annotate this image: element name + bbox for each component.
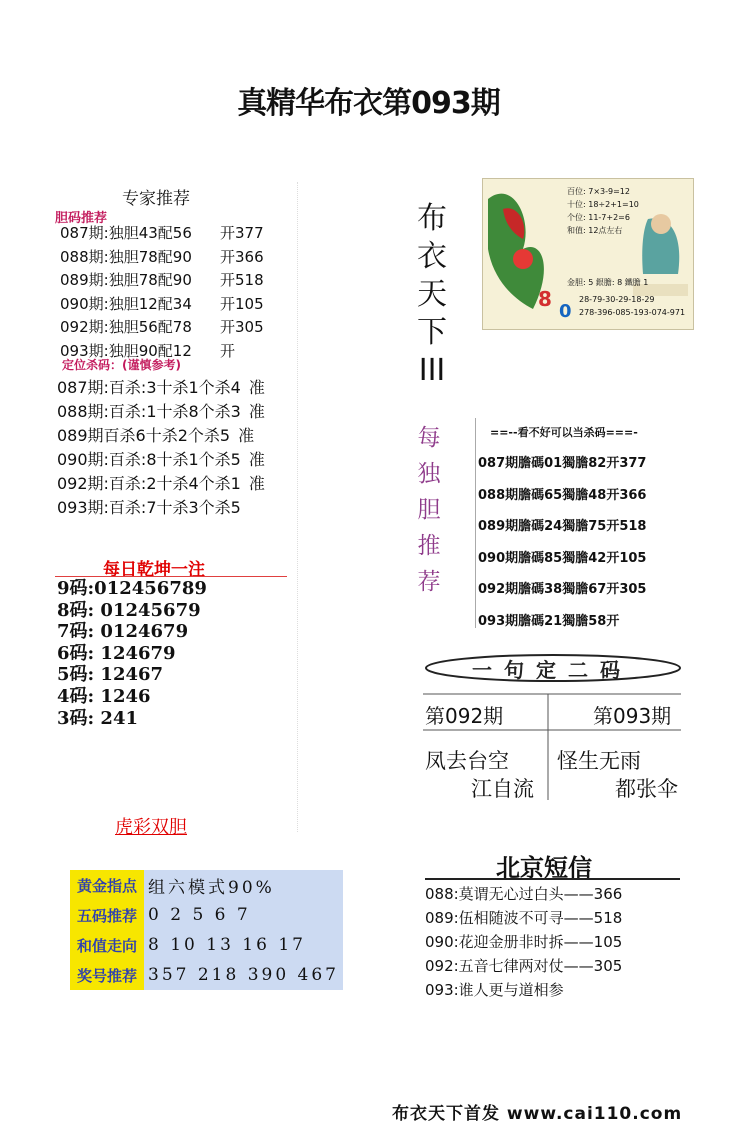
gold-table-wrap xyxy=(70,870,343,990)
yiju-heading: 一句定二码 xyxy=(472,658,632,682)
danma-text: 独胆90配12 xyxy=(108,341,192,360)
picture-num-line: 28-79-30-29-18-29 xyxy=(579,295,655,304)
code-line: 4码: 1246 xyxy=(57,685,151,707)
dan-row: 092期膽碼38獨膽67开305 xyxy=(478,582,647,597)
footer-text: 布衣天下首发 www.cai110.com xyxy=(392,1104,683,1124)
gold-label: 奖号推荐 xyxy=(70,960,144,990)
yiju-right-text1: 怪生无雨 xyxy=(557,749,641,773)
yiju-box xyxy=(423,650,681,800)
gold-value: 8 10 13 16 17 xyxy=(144,930,343,960)
danma-issue: 088期: xyxy=(60,247,109,266)
vertical-title-char: 下 xyxy=(417,315,447,350)
kill-row xyxy=(57,375,265,398)
beijing-heading: 北京短信 xyxy=(496,854,592,882)
dan-heading: ==--看不好可以当杀码===- xyxy=(490,426,638,439)
danma-row xyxy=(60,222,264,243)
dan-row: 093期膽碼21獨膽58开 xyxy=(478,613,620,629)
picture-nums xyxy=(579,293,685,319)
gold-table xyxy=(70,870,343,990)
kill-row xyxy=(57,399,265,422)
vertical-title-char: III xyxy=(418,353,446,388)
danma-row xyxy=(60,246,264,267)
kill-row xyxy=(57,471,265,494)
danma-row xyxy=(60,316,264,337)
gold-row xyxy=(70,870,343,900)
beijing-underline xyxy=(425,878,680,880)
divider xyxy=(297,182,299,832)
picture-formulas xyxy=(567,185,639,237)
expert-heading: 专家推荐 xyxy=(122,189,190,209)
gold-label: 黄金指点 xyxy=(70,870,144,900)
kill-text: 089期百杀6十杀2个杀5 xyxy=(57,426,231,445)
kill-mark: 准 xyxy=(248,378,265,397)
kill-text: 090期:百杀:8十杀1个杀5 xyxy=(57,450,241,469)
daily-codes xyxy=(57,578,207,729)
danma-open: 开105 xyxy=(220,294,264,313)
beijing-row: 093:谁人更与道相参 xyxy=(425,981,564,999)
gold-row xyxy=(70,960,343,990)
picture-big-8: 8 xyxy=(538,287,552,311)
yiju-right-text2: 都张伞 xyxy=(615,777,678,801)
picture-line: 个位: 11-7+2=6 xyxy=(567,213,630,222)
gold-value: 357 218 390 467 xyxy=(144,960,343,990)
code-line: 5码: 12467 xyxy=(57,664,164,686)
gold-value: 0 2 5 6 7 xyxy=(144,900,343,930)
vertical-sub-char: 推 xyxy=(417,533,441,559)
kill-text: 092期:百杀:2十杀4个杀1 xyxy=(57,474,241,493)
kill-text: 088期:百杀:1十杀8个杀3 xyxy=(57,402,241,421)
yiju-left-issue: 第092期 xyxy=(425,704,504,728)
kill-mark: 准 xyxy=(248,402,265,421)
kill-row xyxy=(57,447,265,470)
gold-label: 和值走向 xyxy=(70,930,144,960)
beijing-row: 092:五音七律两对仗——305 xyxy=(425,957,623,975)
danma-row xyxy=(60,293,264,314)
picture-line: 和值: 12点左右 xyxy=(567,226,623,235)
danma-text: 独胆12配34 xyxy=(108,294,192,313)
yiju-left-text1: 凤去台空 xyxy=(425,749,509,773)
vertical-title-char: 衣 xyxy=(417,239,447,274)
kill-text: 093期:百杀:7十杀3个杀5 xyxy=(57,498,241,517)
dan-divider xyxy=(475,418,477,628)
code-line: 8码: 01245679 xyxy=(57,599,201,621)
daily-heading: 每日乾坤一注 xyxy=(103,560,205,580)
illustration-image xyxy=(482,178,694,330)
picture-big-0: 0 xyxy=(559,301,572,322)
danma-open: 开 xyxy=(220,341,236,360)
kill-mark: 准 xyxy=(248,450,265,469)
kill-mark: 准 xyxy=(248,474,265,493)
danma-issue: 089期: xyxy=(60,271,109,289)
picture-num-line: 278-396-085-193-074-971 xyxy=(579,308,686,317)
danma-row xyxy=(60,269,264,290)
code-line: 7码: 0124679 xyxy=(57,621,189,643)
kill-mark: 准 xyxy=(238,426,255,445)
kill-text: 087期:百杀:3十杀1个杀4 xyxy=(57,378,241,397)
code-line: 3码: 241 xyxy=(57,707,139,729)
picture-mid: 金胆: 5 銀膽: 8 鐵膽 1 xyxy=(567,278,649,287)
huchai-heading: 虎彩双胆 xyxy=(115,817,187,838)
gold-row xyxy=(70,900,343,930)
danma-open: 开366 xyxy=(220,247,264,266)
daily-underline xyxy=(55,576,287,577)
danma-open: 开377 xyxy=(220,224,264,242)
vertical-sub-char: 独 xyxy=(417,461,441,487)
vertical-subtitle xyxy=(414,420,444,600)
yiju-left-text2: 江自流 xyxy=(471,777,534,801)
vertical-title xyxy=(414,200,450,390)
gold-label: 五码推荐 xyxy=(70,900,144,930)
vertical-title-char: 布 xyxy=(417,201,447,236)
vertical-sub-char: 每 xyxy=(417,425,441,451)
beijing-row: 088:莫谓无心过白头——366 xyxy=(425,885,623,903)
dan-row: 090期膽碼85獨膽42开105 xyxy=(478,550,647,566)
danma-label: 胆码推荐 xyxy=(55,211,108,226)
kill-label: 定位杀码：(谨慎参考) xyxy=(62,358,181,372)
gold-value: 组六模式90% xyxy=(144,870,343,900)
danma-issue: 093期: xyxy=(60,341,109,360)
beijing-row: 089:伍相随波不可寻——518 xyxy=(425,909,623,927)
danma-issue: 090期: xyxy=(60,294,109,313)
danma-text: 独胆78配90 xyxy=(108,247,192,266)
page-title: 真精华布衣第093期 xyxy=(237,86,500,121)
picture-line: 十位: 18÷2+1=10 xyxy=(567,200,639,209)
danma-open: 开305 xyxy=(220,318,264,336)
dan-row: 089期膽碼24獨膽75开518 xyxy=(478,519,647,534)
dan-row: 088期膽碼65獨膽48开366 xyxy=(478,487,647,503)
danma-open: 开518 xyxy=(220,271,264,289)
danma-issue: 087期: xyxy=(60,224,109,242)
picture-line: 百位: 7×3-9=12 xyxy=(567,187,630,196)
code-line: 6码: 124679 xyxy=(57,642,176,664)
vertical-sub-char: 荐 xyxy=(417,569,441,595)
kill-row xyxy=(57,423,254,446)
vertical-title-char: 天 xyxy=(417,277,447,312)
kill-row xyxy=(57,495,249,518)
danma-text: 独胆56配78 xyxy=(108,318,192,336)
code-line: 9码:012456789 xyxy=(57,578,207,599)
yiju-right-issue: 第093期 xyxy=(593,704,672,728)
dan-row: 087期膽碼01獨膽82开377 xyxy=(478,456,647,471)
beijing-row: 090:花迎金册非时拆——105 xyxy=(425,933,623,951)
danma-text: 独胆43配56 xyxy=(108,224,192,242)
danma-text: 独胆78配90 xyxy=(108,271,192,289)
danma-issue: 092期: xyxy=(60,318,109,336)
gold-row xyxy=(70,930,343,960)
vertical-sub-char: 胆 xyxy=(417,497,441,523)
